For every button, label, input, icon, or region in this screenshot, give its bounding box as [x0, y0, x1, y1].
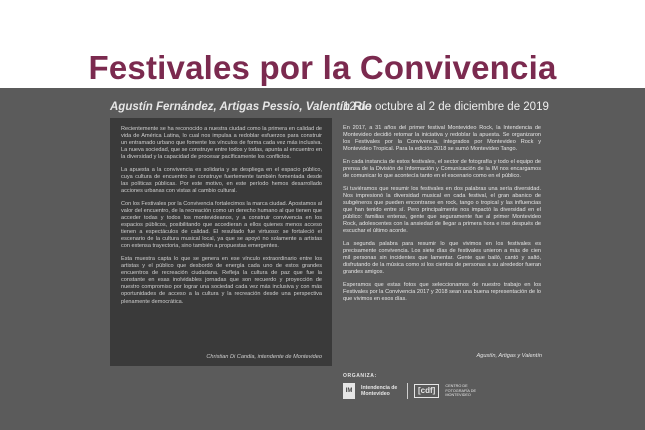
cdf-logo-icon: [cdf] [414, 384, 439, 398]
statement-column [343, 125, 541, 309]
dates-line: 12 de octubre al 2 de diciembre de 2019 [343, 101, 549, 113]
authors-line: Agustín Fernández, Artigas Pessio, Valentín Río [110, 101, 372, 113]
statement-paragraph: En cada instancia de estos festivales, el sector de fotografía y todo el equipo de prensa de la División de Información y Comunicación de la IM nos encargamos de comunicar lo que acontecía tanto en el escenario como en el público. [343, 158, 541, 180]
intro-signature: Christian Di Candia, intendente de Montevideo [206, 354, 322, 360]
statement-paragraph: Si tuviéramos que resumir los festivales en dos palabras una sería diversidad. Nos impresionó la diversidad musical en cada festival, el gran abanico de subgéneros que pueden encontrarse en rock, tango o tropical y las influencias que han tenido entre sí. Pero principalmente nos impactó la diversidad en el público: familias enteras, gente que seguramente fue al primer Montevideo Rock, adolescentes con la ansiedad de llegar a primera hora e irse después de escuchar el último acorde. [343, 185, 541, 235]
cdf-logo-text: CENTRO DE FOTOGRAFÍA DE MONTEVIDEO [445, 384, 477, 398]
intro-paragraph: Con los Festivales por la Convivencia fortalecimos la marca ciudad. Apostamos al valor del encuentro, de la recreación como un derecho humano al que tienen que acceder todas y todos los montevideanos, y a construir convivencia en los espacios públicos, posibilitando que accedieran a ellos quienes menos acceso tienen a espectáculos de calidad. El resultado fue virtuoso: se fortaleció el escenario de la cultura musical local, ya que se apoyó no solamente a artistas con extensa trayectoria, sino también a propuestas emergentes. [121, 200, 323, 250]
page-title: Festivales por la Convivencia [88, 49, 557, 86]
organizer-logos [343, 381, 477, 401]
intro-paragraph: Recientemente se ha reconocido a nuestra ciudad como la primera en calidad de vida de América Latina, lo cual nos impulsa a redoblar esfuerzos para construir un entramado urbano que fomente los vínculos de forma cada vez más inclusiva. La nueva sociedad, que se construye entre todos y todas, apunta al encuentro en la diversidad y la capacidad de procesar pacíficamente los conflictos. [121, 126, 322, 161]
im-logo-icon: IM [343, 383, 355, 399]
im-logo-text: Intendencia de Montevideo [361, 385, 398, 397]
intro-paragraph: Esta muestra capta lo que se genera en ese vínculo extraordinario entre los artistas y el público que desbordó de energía cada uno de estos grandes encuentros de recreación ciudadana. Refleja la cultura de paz que fue la constante en esas inolvidables jornadas que son recuerdo y proyección de nuestro compromiso por lograr una sociedad cada vez más inclusiva y con más oportunidades de acceso a la cultura y la recreación desde una perspectiva plenamente democrática. [121, 256, 322, 305]
title-band [0, 0, 645, 88]
intro-paragraph: La apuesta a la convivencia es solidaria y se despliega en el espacio público, cuya cultura de encuentro se construye fuertemente también fomentada desde las políticas públicas. Por este motivo, en este período hemos desarrollado acciones urbanas con vistas al cambio cultural. [121, 166, 322, 195]
statement-paragraph: En 2017, a 31 años del primer festival Montevideo Rock, la Intendencia de Montevideo decidió retomar la iniciativa y redoblar la apuesta. Se organizaron los Festivales por la Convivencia, integrados por Montevideo Rock y Montevideo Tropical. Para la edición 2018 se sumó Montevideo Tango. [343, 125, 541, 153]
statement-paragraph: La segunda palabra para resumir lo que vivimos en los festivales es precisamente convivencia. Los siete días de festivales unieron a más de cien mil personas sin incidentes que lamentar. Gente que bailó, cantó y saltó, disfrutando de la música como si los cientos de personas a su alrededor fueran grandes amigos. [343, 240, 541, 276]
intro-box [110, 118, 332, 366]
organiza-label: ORGANIZA: [343, 373, 377, 379]
statement-signature: Agustín, Artigas y Valentín [476, 353, 542, 359]
statement-paragraph: Esperamos que estas fotos que seleccionamos de nuestro trabajo en los Festivales por la Convivencia 2017 y 2018 sean una buena representación de lo que vivimos en esos días. [343, 281, 541, 302]
logo-divider [407, 383, 408, 399]
